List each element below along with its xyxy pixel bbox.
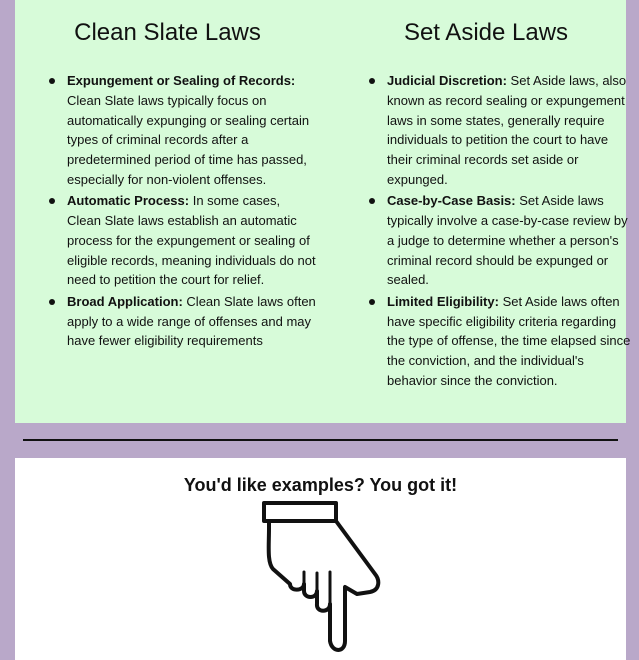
clean-slate-list — [67, 71, 317, 353]
list-item — [67, 71, 317, 190]
bullet-icon — [369, 78, 375, 84]
examples-heading: You'd like examples? You got it! — [183, 475, 458, 495]
list-item — [387, 292, 632, 391]
clean-slate-heading: Clean Slate Laws — [74, 19, 261, 46]
pointing-down-hand-icon-graphic — [261, 501, 381, 653]
list-item — [387, 191, 632, 290]
point-title: Judicial Discretion: — [387, 73, 507, 88]
pointing-down-hand-icon — [261, 501, 381, 653]
bullet-icon — [369, 198, 375, 204]
point-title: Limited Eligibility: — [387, 293, 499, 309]
point-text: Set Aside laws often have specific eligibility criteria regarding the type of offense, the time elapsed since the conviction, and the individual's behavior since the conviction. — [387, 293, 631, 388]
list-item — [387, 71, 632, 190]
point-title: Expungement or Sealing of Records: — [67, 73, 296, 88]
bullet-icon — [369, 299, 375, 305]
bullet-icon — [49, 78, 55, 84]
point-text: In some cases, Clean Slate laws establish an automatic process for the expungement or sealing of eligible records, meaning individuals do not need to petition the court for relief. — [67, 193, 316, 288]
point-text: Set Aside laws typically involve a case-by-case review by a judge to determine whether a person's criminal record should be expunged or sealed. — [387, 193, 628, 288]
point-text: Set Aside laws, also known as record sealing or expungement laws in some states, generally require individuals to petition the court to have their criminal records set aside or expunged. — [387, 73, 627, 187]
point-title: Broad Application: — [67, 293, 183, 309]
point-title: Case-by-Case Basis: — [387, 193, 516, 209]
point-text: Clean Slate laws typically focus on automatically expunging or sealing certain types of criminal records after a predetermined period of time has passed, especially for non-violent offenses. — [67, 92, 310, 187]
point-text: Clean Slate laws often apply to a wide range of offenses and may have fewer eligibility requirements — [67, 293, 316, 349]
bullet-icon — [49, 299, 55, 305]
list-item — [67, 191, 317, 290]
set-aside-list — [387, 71, 632, 392]
set-aside-heading: Set Aside Laws — [403, 19, 569, 46]
bullet-icon — [49, 198, 55, 204]
section-divider — [23, 439, 618, 441]
list-item — [67, 292, 317, 351]
point-title: Automatic Process: — [67, 193, 190, 209]
laws-comparison-panel — [15, 0, 631, 423]
examples-panel — [15, 458, 626, 660]
